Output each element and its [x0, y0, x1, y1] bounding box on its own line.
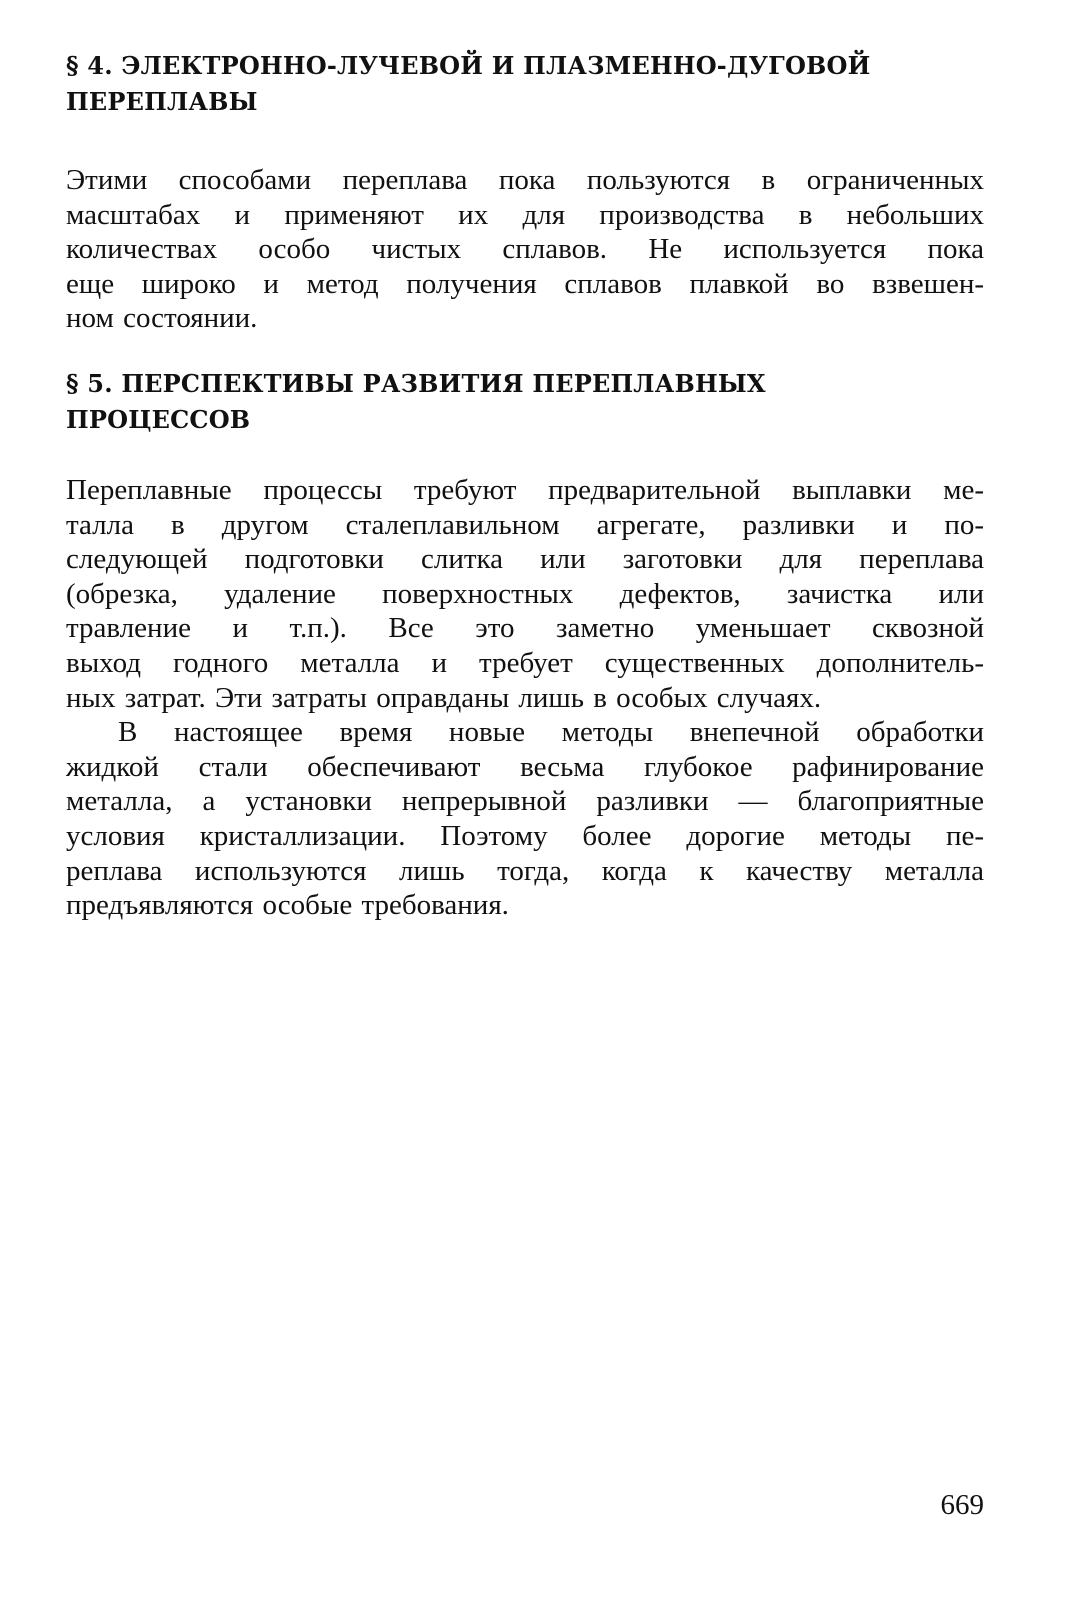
section-4-paragraph — [66, 163, 984, 336]
text-line: условия кристаллизации. Поэтому более дорогие методы пе- — [66, 819, 984, 852]
text-line: количествах особо чистых сплавов. Не используется пока — [66, 233, 984, 266]
page-content — [66, 48, 984, 923]
heading-line: ПЕРЕПЛАВЫ — [66, 87, 258, 116]
text-line: (обрезка, удаление поверхностных дефектов, зачистка или — [66, 577, 984, 610]
text-line: масштабах и применяют их для производства в небольших — [66, 198, 984, 231]
text-line: жидкой стали обеспечивают весьма глубокое рафинирование — [66, 750, 984, 783]
heading-line: § 5. ПЕРСПЕКТИВЫ РАЗВИТИЯ ПЕРЕПЛАВНЫХ — [66, 368, 766, 398]
text-line: предъявляются особые требования. — [66, 889, 509, 922]
section-5-heading — [66, 366, 984, 438]
text-line: реплава используются лишь тогда, когда к качеству металла — [66, 854, 984, 887]
text-line: следующей подготовки слитка или заготовки для переплава — [66, 543, 984, 576]
text-line: травление и т.п.). Все это заметно уменьшает сквозной — [66, 612, 984, 645]
page-number: 669 — [940, 1489, 984, 1521]
section-4-heading — [66, 48, 984, 120]
text-line: Этими способами переплава пока пользуются в ограниченных — [66, 164, 984, 196]
heading-line: ПРОЦЕССОВ — [66, 404, 251, 434]
text-line: В настоящее время новые методы внепечной обработки — [118, 716, 984, 749]
text-line: ном состоянии. — [66, 302, 258, 335]
text-line: Переплавные процессы требуют предварительной выплавки ме- — [66, 473, 984, 506]
section-5-paragraph-2 — [66, 715, 984, 923]
text-line: еще широко и метод получения сплавов плавкой во взвешен- — [66, 267, 984, 300]
text-line: талла в другом сталеплавильном агрегате, разливки и по- — [66, 508, 984, 541]
heading-line: § 4. ЭЛЕКТРОННО-ЛУЧЕВОЙ И ПЛАЗМЕННО-ДУГОВОЙ — [66, 51, 871, 80]
section-5-paragraph-1 — [66, 473, 984, 715]
text-line: металла, а установки непрерывной разливки — благоприятные — [66, 785, 984, 818]
text-line: выход годного металла и требует существенных дополнитель- — [66, 646, 984, 679]
text-line: ных затрат. Эти затраты оправданы лишь в особых случаях. — [66, 681, 822, 714]
